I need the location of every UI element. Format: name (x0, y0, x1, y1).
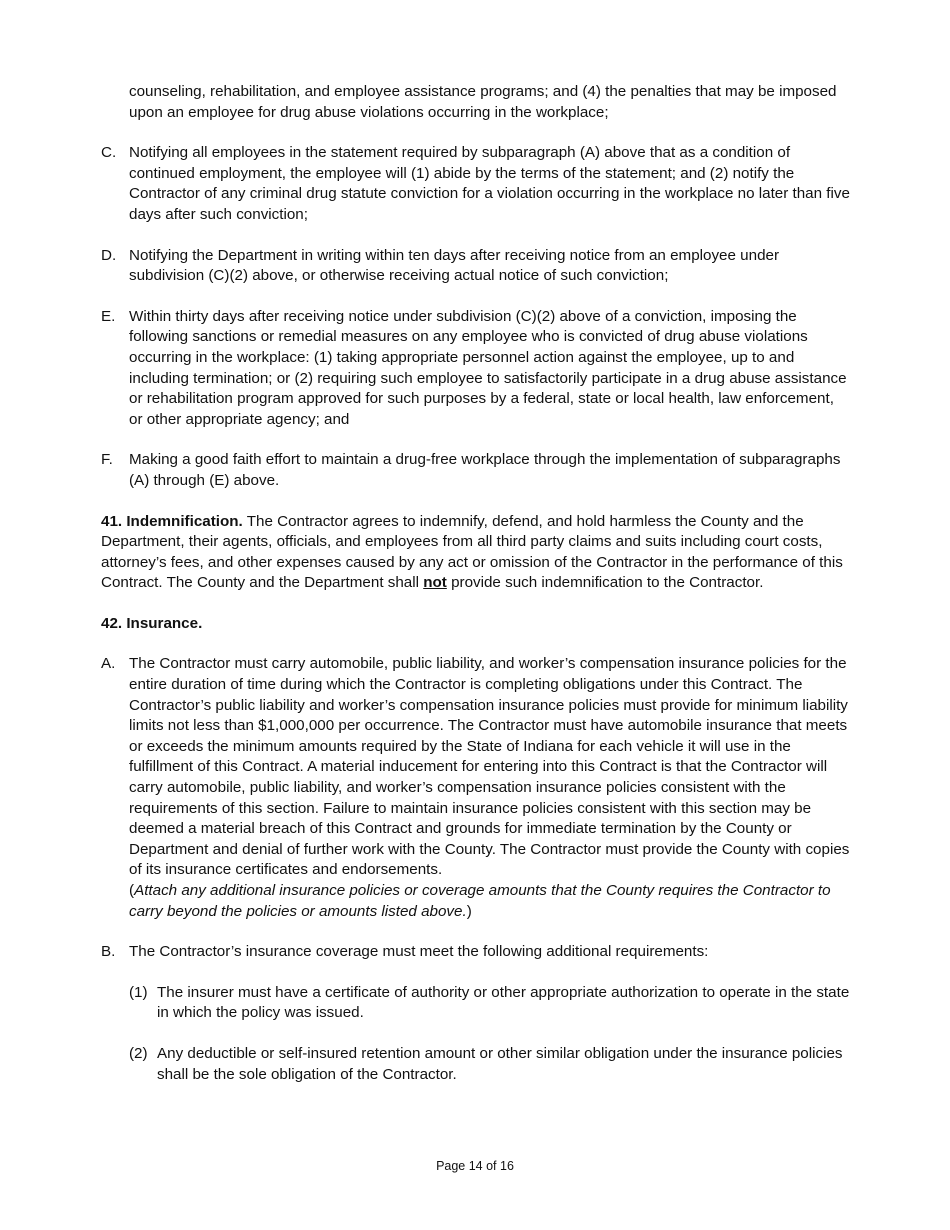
list-item-e (101, 307, 851, 431)
section-text: The Contractor agrees to indemnify, defend, and hold harmless the County and the Department, their agents, officials, and employees from all third party claims and suits including court costs, attorney’s fees, and other expenses caused by any act or omission of the Contractor in the performance of this Contract. The County and the Department shall (101, 512, 843, 592)
list-item-text: Making a good faith effort to maintain a drug-free workplace through the implementation of subparagraphs (A) through (E) above. (129, 451, 841, 489)
section-heading: 41. Indemnification. (101, 512, 243, 530)
emphasis-not: not (423, 574, 447, 592)
document-body (101, 82, 851, 1105)
sub-item-text: The insurer must have a certificate of authority or other appropriate authorization to operate in the state in which the policy was issued. (157, 983, 850, 1022)
note-close-paren: ) (466, 902, 472, 920)
list-item-d (101, 246, 851, 287)
section-indemnification (101, 512, 851, 594)
list-marker: E. (101, 307, 116, 325)
list-marker: A. (101, 655, 116, 673)
list-marker: F. (101, 451, 113, 469)
section-heading-insurance: 42. Insurance. (101, 614, 203, 632)
list-item-text: Notifying all employees in the statement required by subparagraph (A) above that as a condition of continued employment, the employee will (1) abide by the terms of the statement; and (2) notify the Contractor of any criminal drug statute conviction for a violation occurring in the workplace no later than five days after such conviction; (129, 144, 850, 223)
list-marker: C. (101, 144, 117, 162)
continued-paragraph: counseling, rehabilitation, and employee assistance programs; and (4) the penalties that may be imposed upon an employee for drug abuse violations occurring in the workplace; (129, 83, 837, 121)
page-number: Page 14 of 16 (436, 1159, 514, 1173)
sub-list-marker: (2) (129, 1044, 148, 1062)
sub-item-1 (101, 983, 851, 1024)
sub-item-2 (101, 1044, 851, 1085)
list-item-text: The Contractor must carry automobile, public liability, and worker’s compensation insurance policies for the entire duration of time during which the Contractor is completing obligations under this Contract. The Contractor’s public liability and worker’s compensation insurance policies must provide for minimum liability limits not less than $1,000,000 per occurrence. The Contractor must have automobile insurance that meets or exceeds the minimum amounts required by the State of Indiana for each vehicle it will use in the fulfillment of this Contract. A material inducement for entering into this Contract is that the Contractor will carry automobile, public liability, and worker’s compensation insurance policies consistent with the requirements of this section. Failure to maintain insurance policies consistent with this section may be deemed a material breach of this Contract and grounds for immediate termination by the County or Department and denial of further work with the County. The Contractor must provide the County with copies of its insurance certificates and endorsements. (129, 655, 850, 879)
note-open-paren: ( (129, 882, 135, 899)
list-item-b (101, 942, 851, 963)
list-item-a (101, 654, 851, 922)
sub-item-text: Any deductible or self-insured retention amount or other similar obligation under the insurance policies shall be the sole obligation of the Contractor. (157, 1044, 843, 1083)
list-item-c (101, 143, 851, 225)
list-marker: D. (101, 246, 117, 264)
list-item-f (101, 450, 851, 491)
list-item-text: Notifying the Department in writing within ten days after receiving notice from an employee under subdivision (C)(2) above, or otherwise receiving actual notice of such conviction; (129, 246, 780, 285)
list-marker: B. (101, 943, 116, 961)
section-text: provide such indemnification to the Contractor. (446, 574, 764, 592)
italic-note: Attach any additional insurance policies or coverage amounts that the County requires the Contractor to carry beyond the policies or amounts listed above. (129, 882, 831, 920)
list-item-text: The Contractor’s insurance coverage must meet the following additional requirements: (129, 943, 709, 961)
sub-list-marker: (1) (129, 983, 148, 1001)
list-item-text: Within thirty days after receiving notice under subdivision (C)(2) above of a conviction, imposing the following sanctions or remedial measures on any employee who is convicted of drug abuse violations occurring in the workplace: (1) taking appropriate personnel action against the employee, up to and including termination; or (2) requiring such employee to satisfactorily participate in a drug abuse assistance or rehabilitation program approved for such purposes by a federal, state or local health, law enforcement, or other appropriate agency; and (129, 307, 847, 428)
